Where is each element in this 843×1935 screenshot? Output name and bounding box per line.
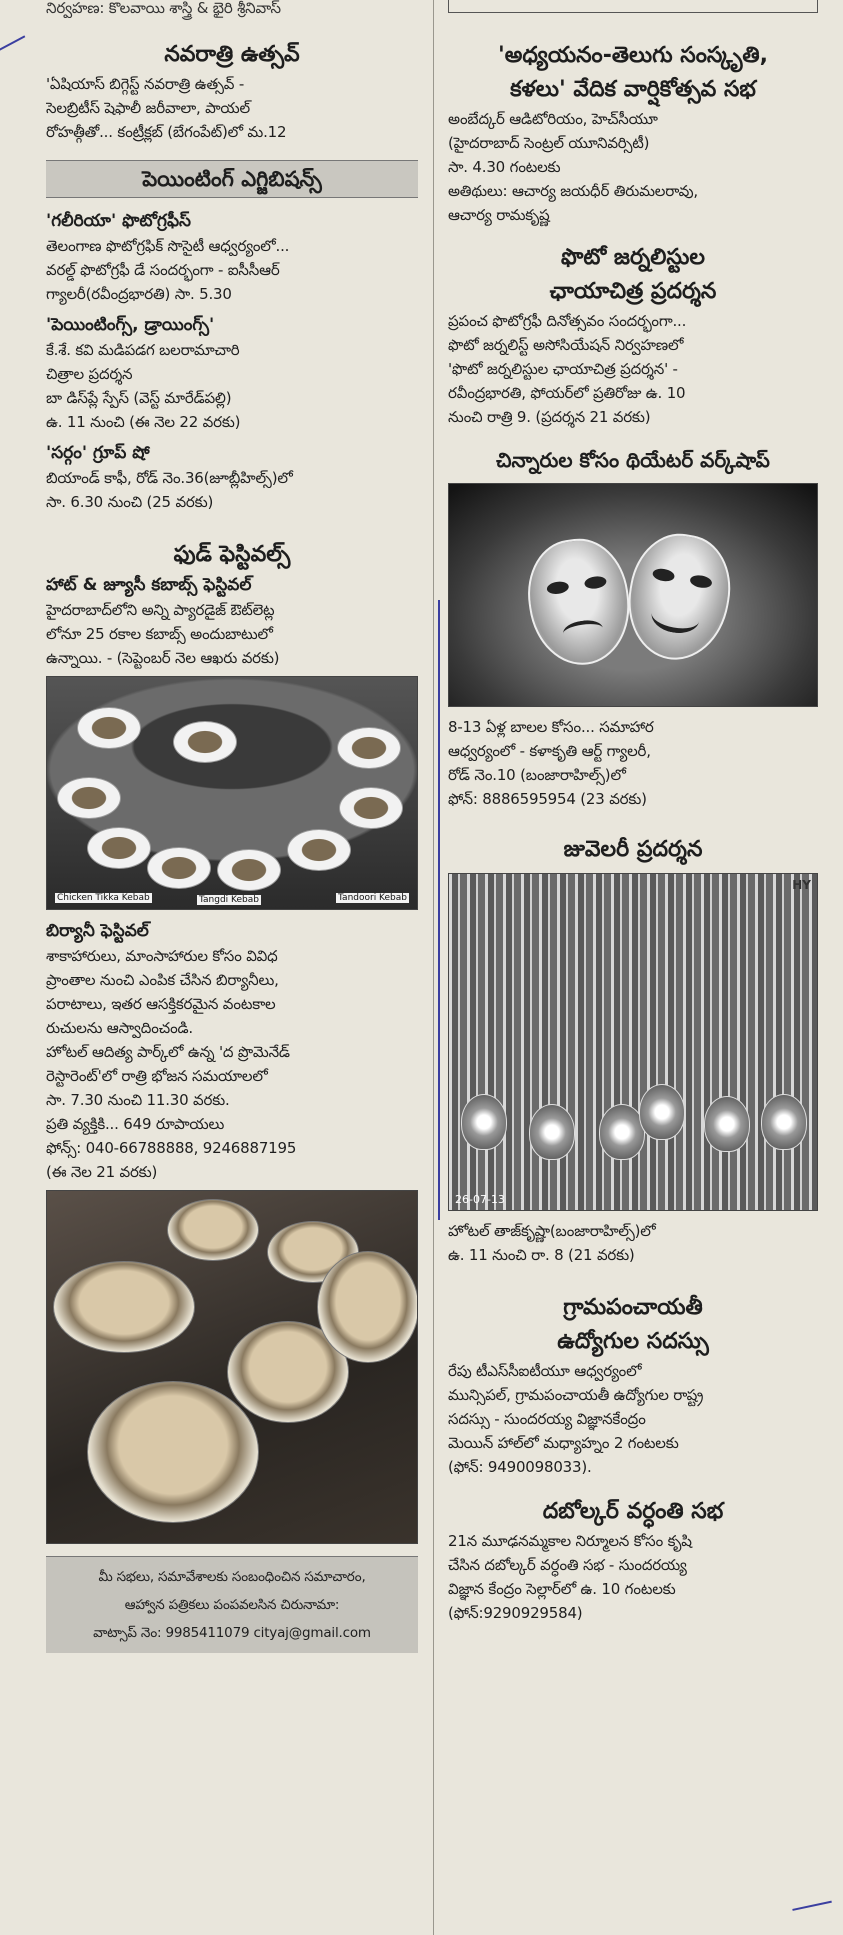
text-line: చిత్రాల ప్రదర్శన [46,365,133,383]
photo-label: Tangdi Kebab [199,895,259,905]
text-line: లోనూ 25 రకాల కబాబ్స్ అందుబాటులో [46,625,273,643]
top-box-edge [448,0,818,13]
jewellery-heading: జువెలరీ ప్రదర్శన [563,837,703,862]
text-line: ప్రాంతాల నుంచి ఎంపిక చేసిన బిర్యానీలు, [46,971,279,989]
text-line: వరల్డ్ ఫొటోగ్రఫీ డే సందర్భంగా - ఐసీసీఆర్ [46,261,280,279]
bowl [87,1381,259,1523]
navaratri-heading: నవరాత్రి ఉత్సవ్ [164,42,300,67]
bowl [53,1261,195,1353]
text-line: విజ్ఞాన కేంద్రం సెల్లార్‌లో ఉ. 10 గంటలకు [448,1580,676,1598]
pen-mark-middle [438,600,440,1220]
text-line: సా. 7.30 నుంచి 11.30 వరకు. [46,1091,230,1109]
hot-juicy-body [46,598,418,670]
text-line: హోటల్ ఆదిత్య పార్క్‌లో ఉన్న 'ద ప్రొమెనేడ్ [46,1043,290,1061]
photo-journalists-heading [448,241,818,309]
dabholkar-body [448,1529,818,1625]
heading-line: గ్రామపంచాయతీ [563,1295,703,1320]
footer-line: ఆహ్వాన పత్రికలు పంపవలసిన చిరునామా: [124,1597,340,1613]
text-line: కే.శే. కవి మడిపడగ బలరామాచారి [46,341,240,359]
text-line: 'ఫొటో జర్నలిస్టుల ఛాయాచిత్ర ప్రదర్శన' - [448,360,678,378]
kebab-platter-photo [46,676,418,910]
photo-date-stamp: 26-07-13 [455,1193,505,1206]
text-line: రెస్టారెంట్'లో రాత్రి భోజన సమయాలలో [46,1067,268,1085]
plate [147,847,211,889]
pen-mark-bottom [788,1881,832,1911]
column-divider [433,0,434,1935]
text-line: పరాటాలు, ఇతర ఆసక్తికరమైన వంటకాల [46,995,276,1013]
comedy-mask [619,526,739,667]
jewellery-photo [448,873,818,1211]
text-line: ప్రతి వ్యక్తికి... 649 రూపాయలు [46,1115,225,1133]
footer-line: వాట్సాప్ నెం: 9985411079 cityaj@gmail.com [93,1625,371,1641]
plate [87,827,151,869]
plate [173,721,237,763]
text-line: శాకాహారులు, మాంసాహారుల కోసం వివిధ [46,947,278,965]
text-line: బియాండ్ కాఫీ, రోడ్ నెం.36(జూబ్లీహిల్స్)లో [46,469,293,487]
plate [339,787,403,829]
plate [287,829,351,871]
paintings-title: 'పెయింటింగ్స్, డ్రాయింగ్స్' [46,315,215,335]
text-line: ఫొటో జర్నలిస్ట్ అసోసియేషన్ నిర్వహణలో [448,336,684,354]
text-line: తెలంగాణ ఫొటోగ్రఫిక్ సొసైటీ ఆధ్వర్యంలో... [46,237,290,255]
footer-line: మీ సభలు, సమావేశాలకు సంబంధించిన సమాచారం, [98,1569,366,1585]
theatre-body [448,715,818,811]
contact-footer [46,1556,418,1653]
tragedy-mask [521,533,638,672]
plate [77,707,141,749]
text-line: మున్సిపల్, గ్రామపంచాయతీ ఉద్యోగుల రాష్ట్ర [448,1386,704,1404]
text-line: ఉ. 11 నుంచి రా. 8 (21 వరకు) [448,1246,635,1264]
text-line: చేసిన దబోల్కర్ వర్ధంతి సభ - సుందరయ్య [448,1556,687,1574]
text-line: ఆచార్య రామకృష్ణ [448,206,550,224]
text-line: రోహత్గీతో... కంట్రీక్లబ్ (బేగంపేట్)లో మ.12 [46,123,287,141]
photo-journalists-body [448,309,818,429]
heading-line: ఫొటో జర్నలిస్టుల [561,245,705,270]
text-line: రుచులను ఆస్వాదించండి. [46,1019,193,1037]
biryani-title: బిర్యానీ ఫెస్టివల్ [46,921,149,941]
text-line: 'ఏషియాస్ బిగ్గెస్ట్ నవరాత్రి ఉత్సవ్ - [46,75,245,93]
text-line: అతిథులు: ఆచార్య జయధీర్ తిరుమలరావు, [448,182,698,200]
text-line: ఉన్నాయి. - (సెప్టెంబర్ నెల ఆఖరు వరకు) [46,649,280,667]
heading-line: ఉద్యోగుల సదస్సు [557,1329,709,1354]
text-line: రవీంద్రభారతి, ఫోయర్‌లో ప్రతిరోజు ఉ. 10 [448,384,686,402]
pen-mark-left [0,35,44,86]
theatre-masks-photo [448,483,818,707]
food-heading: ఫుడ్ ఫెస్టివల్స్ [173,542,291,567]
panchayat-body [448,1359,818,1479]
pendant [639,1084,685,1140]
text-line: (ఫోన్:9290929584) [448,1604,583,1622]
text-line: (హైదరాబాద్ సెంట్రల్ యూనివర్సిటీ) [448,134,650,152]
plate [337,727,401,769]
photo-label: Chicken Tikka Kebab [57,893,150,903]
painting-heading: పెయింటింగ్ ఎగ్జిబిషన్స్ [46,160,418,198]
text-line: ఆధ్వర్యంలో - కళాకృతి ఆర్ట్ గ్యాలరీ, [448,742,651,760]
dabholkar-heading: దబోల్కర్ వర్ధంతి సభ [542,1499,724,1524]
text-line: హోటల్ తాజ్‌కృష్ణా(బంజారాహిల్స్)లో [448,1222,656,1240]
photo-label: Tandoori Kebab [338,893,407,903]
text-line: ఫోన్స్: 040-66788888, 9246887195 [46,1139,297,1157]
navaratri-body [46,72,418,144]
heading-line: 'అధ్యయనం-తెలుగు సంస్కృతి, [498,43,768,68]
pendant [761,1094,807,1150]
sargam-body [46,466,418,514]
adhyayanam-heading [448,39,818,107]
text-line: సదస్సు - సుందరయ్య విజ్ఞానకేంద్రం [448,1410,646,1428]
pendant [529,1104,575,1160]
text-line: అంబేద్కర్ ఆడిటోరియం, హెచ్‌సీయూ [448,110,658,128]
text-line: మెయిన్ హాల్‌లో మధ్యాహ్నం 2 గంటలకు [448,1434,679,1452]
biryani-photo [46,1190,418,1544]
sargam-title: 'సర్గం' గ్రూప్ షో [46,443,150,463]
plate [217,849,281,891]
text-line: నుంచి రాత్రి 9. (ప్రదర్శన 21 వరకు) [448,408,651,426]
plate [57,777,121,819]
bowl [167,1199,259,1261]
text-line: రోడ్ నెం.10 (బంజారాహిల్స్)లో [448,766,626,784]
text-line: 21న మూఢనమ్మకాల నిర్మూలన కోసం కృషి [448,1532,692,1550]
pendant [461,1094,507,1150]
pendant [704,1096,750,1152]
text-line: ప్రపంచ ఫొటోగ్రఫీ దినోత్సవం సందర్భంగా... [448,312,687,330]
jewellery-body [448,1219,818,1267]
text-line: సెలబ్రిటీస్ షెఫాలీ జరీవాలా, పాయల్ [46,99,250,117]
top-partial-line: నిర్వహణ: కొలవాయి శాస్త్రి & భైరి శ్రీనివాస్ [46,0,281,17]
text-line: 8-13 ఏళ్ల బాలల కోసం... సమాహార [448,718,654,736]
text-line: (ఈ నెల 21 వరకు) [46,1163,158,1181]
adhyayanam-body [448,107,818,227]
text-line: ఉ. 11 నుంచి (ఈ నెల 22 వరకు) [46,413,241,431]
galeria-body [46,234,418,306]
text-line: సా. 4.30 గంటలకు [448,158,561,176]
galeria-title: 'గలీరియా' ఫొటోగ్రఫీస్ [46,211,191,231]
text-line: రేపు టీఎస్‌సీఐటీయూ ఆధ్వర్యంలో [448,1362,642,1380]
text-line: హైదరాబాద్‌లోని అన్ని ప్యారడైజ్ ఔట్‌లెట్ల [46,601,275,619]
photo-corner-mark: HY [792,878,811,892]
text-line: (ఫోన్: 9490098033). [448,1458,592,1476]
bowl [317,1251,418,1363]
text-line: ఫోన్: 8886595954 (23 వరకు) [448,790,647,808]
text-line: సా. 6.30 నుంచి (25 వరకు) [46,493,214,511]
theatre-heading: చిన్నారుల కోసం థియేటర్ వర్క్‌షాప్ [496,448,770,472]
text-line: గ్యాలరీ(రవీంద్రభారతి) సా. 5.30 [46,285,232,303]
panchayat-heading [448,1291,818,1359]
biryani-body [46,944,418,1184]
heading-line: ఛాయాచిత్ర ప్రదర్శన [549,279,717,304]
left-column [46,0,418,1653]
right-column [448,0,818,1625]
heading-line: కళలు' వేదిక వార్షికోత్సవ సభ [510,77,756,102]
text-line: బా డిస్‌ప్లే స్పేస్ (వెస్ట్ మారేడ్‌పల్లి) [46,389,232,407]
hot-juicy-title: హాట్ & జ్యూసీ కబాబ్స్ ఫెస్టివల్ [46,575,252,595]
paintings-body [46,338,418,434]
